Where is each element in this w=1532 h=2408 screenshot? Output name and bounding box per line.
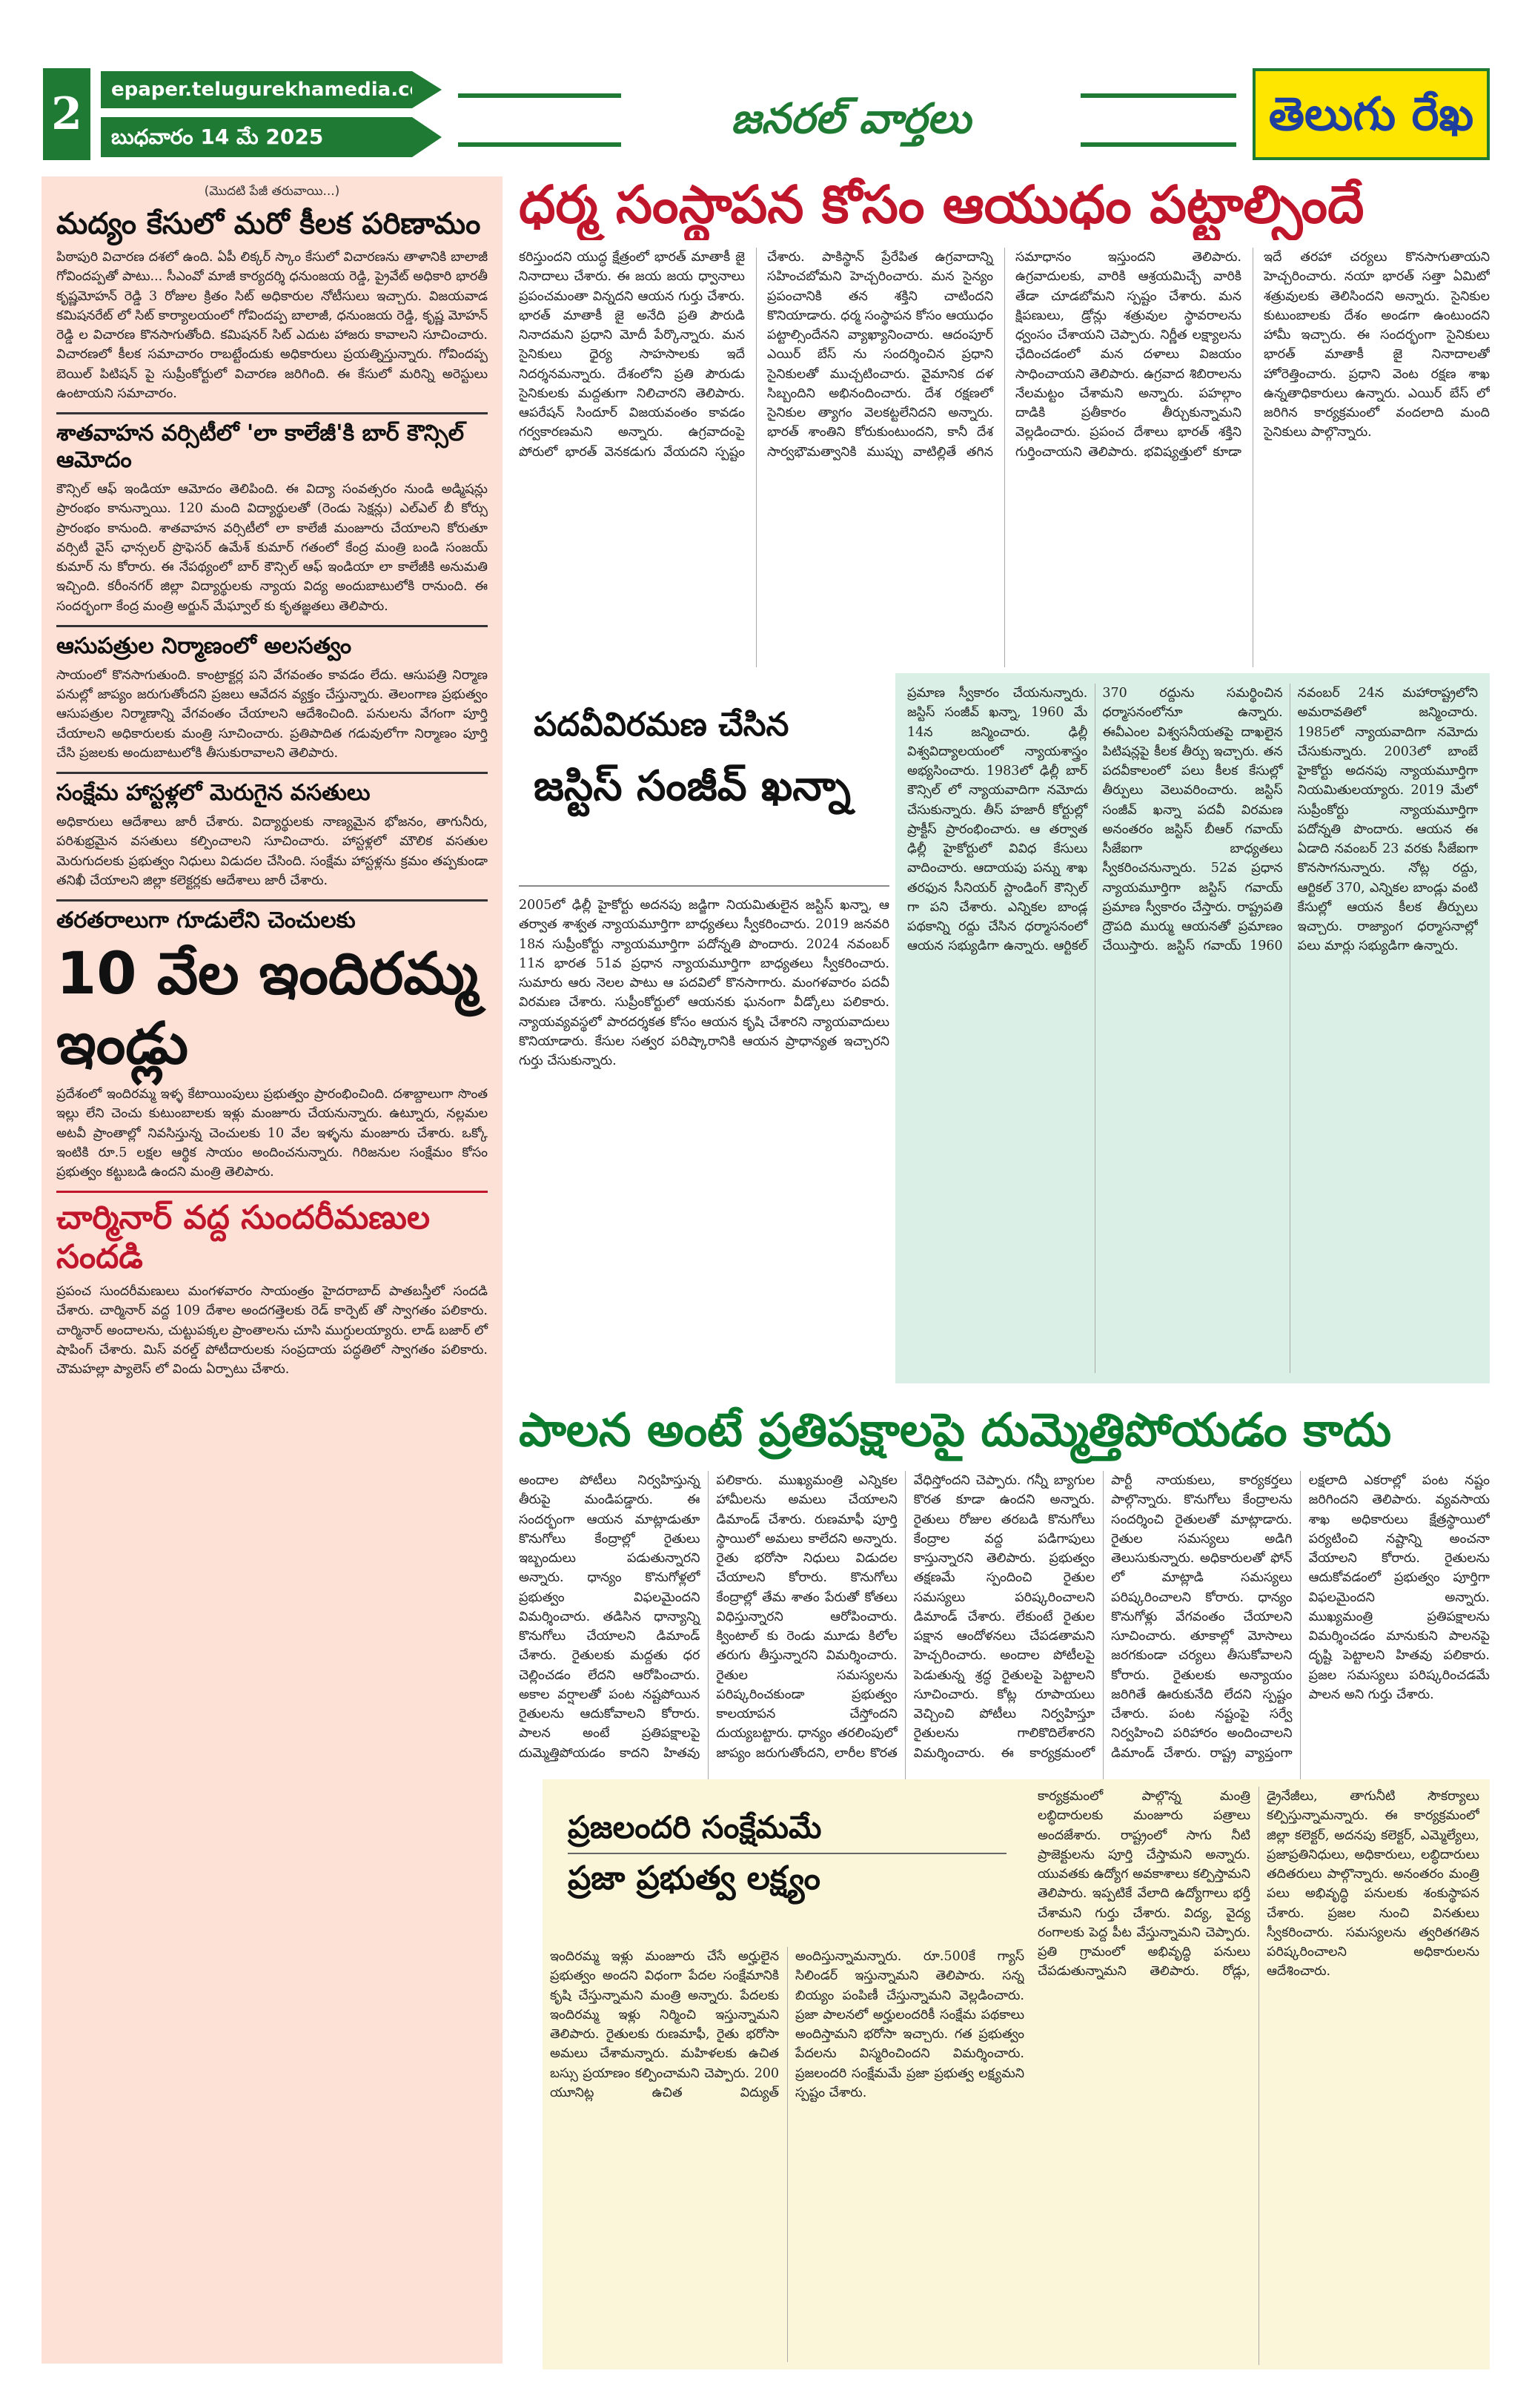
khanna-heading-block [519,694,889,887]
headline-hostels: సంక్షేమ హాస్టళ్లలో మెరుగైన వసతులు [56,772,488,807]
headline-liquor-case: మద్యం కేసులో మరో కీలక పరిణామం [56,207,481,241]
site-url[interactable]: epaper.telugurekhamedia.com [101,71,412,108]
body-welfare-left-text: ఇందిరమ్మ ఇళ్లు మంజూరు చేసే అర్హులైన ప్రభుత్వం అందని విధంగా పేదల సంక్షేమానికి కృషి చేస్తున్నామని మంత్రి అన్నారు. పేదలకు ఇందిరమ్మ ఇళ్లు నిర్మించి ఇస్తున్నామని తెలిపారు. రైతులకు రుణమాఫీ, రైతు భరోసా అమలు చేశామన్నారు. మహిళలకు ఉచిత బస్సు ప్రయాణం కల్పించామని చెప్పారు. 200 యూనిట్ల ఉచిత విద్యుత్ అందిస్తున్నామన్నారు. రూ.500కే గ్యాస్ సిలిండర్ ఇస్తున్నామని తెలిపారు. సన్న బియ్యం పంపిణీ చేస్తున్నామని వెల్లడించారు. ప్రజా పాలనలో అర్హులందరికీ సంక్షేమ పథకాలు అందిస్తామని భరోసా ఇచ్చారు. గత ప్రభుత్వం పేదలను విస్మరించిందని విమర్శించారు. ప్రజలందరి సంక్షేమమే ప్రజా ప్రభుత్వ లక్ష్యమని స్పష్టం చేశారు. [550,1949,1024,2100]
body-liquor-case: పిఠాపురి విచారణ దశలో ఉంది. ఏపీ లిక్కర్ స్కాం కేసులో విచారణను తాళానికి బాలాజీ గోవిందప్పతో పాటు... సీఎంవో మాజీ కార్యదర్శి ధనుంజయ రెడ్డి, ప్రైవేట్ అధికారి భారతీ కృష్ణమోహన్ రెడ్డి 3 రోజుల క్రితం సిట్ అధికారుల నోటీసులు ఇచ్చారు. విజయవాడ కమిషనరేట్ లో సిట్ కార్యాలయంలో గోవిందప్ప బాలాజీ, ధనుంజయ రెడ్డి, కృష్ణ మోహన్ రెడ్డి ల విచారణ కొనసాగుతోంది. కమిషనర్ సిట్ ఎదుట హాజరు కావాలని సూచించారు. విచారణలో కీలక సమాచారం రాబట్టేందుకు అధికారులు ప్రయత్నిస్తున్నారు. గోవిందప్ప బెయిల్ పిటిషన్ పై సుప్రీంకోర్టులో విచారణ జరిగింది. ఈ కేసులో మరిన్ని అరెస్టులు ఉంటాయని సమాచారం. [56,250,488,401]
continuation-note: (మొదటి పేజీ తరువాయి...) [204,184,340,199]
body-khanna-left-text: 2005లో ఢిల్లీ హైకోర్టు అదనపు జడ్జిగా నియమితులైన జస్టిస్ ఖన్నా, ఆ తర్వాత శాశ్వత న్యాయమూర్తిగా బాధ్యతలు స్వీకరించారు. 2019 జనవరి 18న సుప్రీంకోర్టు న్యాయమూర్తిగా పదోన్నతి పొందారు. 2024 నవంబర్ 11న భారత 51వ ప్రధాన న్యాయమూర్తిగా బాధ్యతలు స్వీకరించారు. సుమారు ఆరు నెలల పాటు ఆ పదవిలో కొనసాగారు. మంగళవారం పదవీ విరమణ చేశారు. సుప్రీంకోర్టులో ఆయనకు ఘనంగా వీడ్కోలు పలికారు. న్యాయవ్యవస్థలో పారదర్శకత కోసం ఆయన కృషి చేశారని న్యాయవాదులు కొనియాడారు. కేసుల సత్వర పరిష్కారానికి ఆయన ప్రాధాన్యత ఇచ్చారని గుర్తు చేసుకున్నారు. [519,898,889,1068]
logo-text: తెలుగు రేఖ [1268,87,1474,141]
headline-dharma: ధర్మ సంస్థాపన కోసం ఆయుధం పట్టాల్సిందే [519,174,1364,235]
headline-justice-khanna: జస్టిస్ సంజీవ్ ఖన్నా [534,762,851,810]
headline-retirement: పదవీవిరమణ చేసిన [534,706,789,744]
headline-governance: పాలన అంటే ప్రతిపక్షాలపై దుమ్మెత్తిపోయడం కాదు [519,1403,1392,1457]
headline-hospitals: ఆసుపత్రుల నిర్మాణంలో అలసత్వం [56,625,488,660]
body-khanna-right [907,684,1478,1373]
headline-welfare-2: ప్రజా ప్రభుత్వ లక్ష్యం [568,1853,1007,1899]
headline-indiramma-houses: 10 వేల ఇందిరమ్మ ఇండ్లు [56,941,479,1077]
body-hostels: అధికారులు ఆదేశాలు జారీ చేశారు. విద్యార్థులకు నాణ్యమైన భోజనం, తాగునీరు, పరిశుభ్రమైన వసతులు కల్పించాలని సూచించారు. హాస్టళ్లలో మౌలిక వసతుల మెరుగుదలకు ప్రభుత్వం నిధులు విడుదల చేసింది. సంక్షేమ హాస్టళ్లను క్రమం తప్పకుండా తనిఖీ చేయాలని జిల్లా కలెక్టర్లకు ఆదేశాలు జారీ చేశారు. [56,815,488,888]
body-khanna-right-text: ప్రమాణ స్వీకారం చేయనున్నారు. జస్టిస్ సంజీవ్ ఖన్నా, 1960 మే 14న జన్మించారు. ఢిల్లీ విశ్వవిద్యాలయంలో న్యాయశాస్త్రం అభ్యసించారు. 1983లో ఢిల్లీ బార్ కౌన్సిల్ లో న్యాయవాదిగా నమోదు చేసుకున్నారు. తీస్ హజారీ కోర్టుల్లో ప్రాక్టీస్ ప్రారంభించారు. ఆ తర్వాత ఢిల్లీ హైకోర్టులో వివిధ కేసులు వాదించారు. ఆదాయపు పన్ను శాఖ తరఫున సీనియర్ స్టాండింగ్ కౌన్సిల్ గా పని చేశారు. ఎన్నికల బాండ్ల పథకాన్ని రద్దు చేసిన ధర్మాసనంలో ఆయన సభ్యుడిగా ఉన్నారు. ఆర్టికల్ 370 రద్దును సమర్థించిన ధర్మాసనంలోనూ ఉన్నారు. ఈవీఎంల విశ్వసనీయతపై దాఖలైన పిటిషన్లపై కీలక తీర్పు ఇచ్చారు. తన పదవీకాలంలో పలు కీలక కేసుల్లో తీర్పులు వెలువరించారు. జస్టిస్ సంజీవ్ ఖన్నా పదవీ విరమణ అనంతరం జస్టిస్ బీఆర్ గవాయ్ సీజేఐగా బాధ్యతలు స్వీకరించనున్నారు. 52వ ప్రధాన న్యాయమూర్తిగా జస్టిస్ గవాయ్ ప్రమాణ స్వీకారం చేస్తారు. రాష్ట్రపతి ద్రౌపది ముర్ము ఆయనతో ప్రమాణం చేయిస్తారు. జస్టిస్ గవాయ్ 1960 నవంబర్ 24న మహారాష్ట్రలోని అమరావతిలో జన్మించారు. 1985లో న్యాయవాదిగా నమోదు చేసుకున్నారు. 2003లో బాంబే హైకోర్టు అదనపు న్యాయమూర్తిగా నియమితులయ్యారు. 2019 మేలో సుప్రీంకోర్టు న్యాయమూర్తిగా పదోన్నతి పొందారు. ఆయన ఈ ఏడాది నవంబర్ 23 వరకు సీజేఐగా కొనసాగనున్నారు. నోట్ల రద్దు, ఆర్టికల్ 370, ఎన్నికల బాండ్లు వంటి కేసుల్లో ఆయన కీలక తీర్పులు ఇచ్చారు. రాజ్యాంగ ధర్మాసనాల్లో పలు మార్లు సభ్యుడిగా ఉన్నారు. [907,686,1478,954]
subheadline-chenchu: తరతరాలుగా గూడులేని చెంచులకు [56,899,488,934]
section-bar [458,93,1236,147]
body-indiramma-houses: ప్రదేశంలో ఇందిరమ్మ ఇళ్ళ కేటాయింపులు ప్రభుత్వం ప్రారంభించింది. దశాబ్దాలుగా సొంత ఇల్లు లేని చెంచు కుటుంబాలకు ఇళ్లు మంజూరు చేయనున్నారు. ఉట్నూరు, నల్లమల అటవీ ప్రాంతాల్లో నివసిస్తున్న చెంచులకు 10 వేల ఇళ్ళను మంజూరు చేశారు. ఒక్కో ఇంటికి రూ.5 లక్షల ఆర్థిక సాయం అందించనున్నారు. గిరిజనుల సంక్షేమం కోసం ప్రభుత్వం కట్టుబడి ఉందని మంత్రి తెలిపారు. [56,1087,488,1180]
welfare-heading-block [550,1794,1024,1938]
body-charminar: ప్రపంచ సుందరీమణులు మంగళవారం సాయంత్రం హైదరాబాద్ పాతబస్తీలో సందడి చేశారు. చార్మినార్ వద్ద 109 దేశాల అందగత్తెలకు రెడ్ కార్పెట్ తో స్వాగతం పలికారు. చార్మినార్ అందాలను, చుట్టుపక్కల ప్రాంతాలను చూసి ముగ్ధులయ్యారు. లాడ్ బజార్ లో షాపింగ్ చేశారు. మిస్ వరల్డ్ పోటీదారులకు సంప్రదాయ పద్ధతిలో స్వాగతం పలికారు. చౌమహల్లా ప్యాలెస్ లో విందు ఏర్పాటు చేశారు. [56,1284,488,1377]
body-law-college: కౌన్సిల్ ఆఫ్ ఇండియా ఆమోదం తెలిపింది. ఈ విద్యా సంవత్సరం నుండి అడ్మిషన్లు ప్రారంభం కానున్నాయి. 120 మంది విద్యార్థులతో (రెండు సెక్షన్లు) ఎల్ఎల్ బీ కోర్సు ప్రారంభం కానుంది. శాతవాహన వర్సిటీలో లా కాలేజీ మంజూరు చేయాలని కోరుతూ వర్సిటీ వైస్ ఛాన్సలర్ ప్రొఫెసర్ ఉమేశ్ కుమార్ గతంలో కేంద్ర మంత్రి బండి సంజయ్ కుమార్ ను కోరారు. ఈ నేపథ్యంలో బార్ కౌన్సిల్ ఆఫ్ ఇండియా లా కాలేజీకి అనుమతి ఇచ్చింది. కరీంనగర్ జిల్లా విద్యార్థులకు న్యాయ విద్య అందుబాటులోకి రానుంది. ఈ సందర్భంగా కేంద్ర మంత్రి అర్జున్ మేఘ్వాల్ కు కృతజ్ఞతలు తెలిపారు. [56,482,488,614]
masthead [43,68,1490,160]
body-welfare-left [550,1947,1024,2362]
body-hospitals: సాయంలో కొనసాగుతుంది. కాంట్రాక్టర్ల పని వేగవంతం కావడం లేదు. ఆసుపత్రి నిర్మాణ పనుల్లో జాప్యం జరుగుతోందని ప్రజలు ఆవేదన వ్యక్తం చేస్తున్నారు. తెలంగాణ ప్రభుత్వం ఆసుపత్రుల నిర్మాణాన్ని వేగవంతం చేయాలని ఆదేశించింది. పనులను వేగంగా పూర్తి చేయాలని అధికారులకు మంత్రి సూచించారు. ప్రతిపాదిత గడువులోగా నిర్మాణం పూర్తి చేసి ప్రజలకు అందుబాటులోకి తీసుకురావాలని తెలిపారు. [56,667,488,761]
edition-date: బుధవారం 14 మే 2025 [101,117,412,157]
body-welfare-right-text: కార్యక్రమంలో పాల్గొన్న మంత్రి లబ్ధిదారులకు మంజూరు పత్రాలు అందజేశారు. రాష్ట్రంలో సాగు నీటి ప్రాజెక్టులను పూర్తి చేస్తామని అన్నారు. యువతకు ఉద్యోగ అవకాశాలు కల్పిస్తామని తెలిపారు. ఇప్పటికే వేలాది ఉద్యోగాలు భర్తీ చేశామని గుర్తు చేశారు. విద్య, వైద్య రంగాలకు పెద్ద పీట వేస్తున్నామని చెప్పారు. ప్రతి గ్రామంలో అభివృద్ధి పనులు చేపడుతున్నామని తెలిపారు. రోడ్లు, డ్రైనేజీలు, తాగునీటి సౌకర్యాలు కల్పిస్తున్నామన్నారు. ఈ కార్యక్రమంలో జిల్లా కలెక్టర్, అదనపు కలెక్టర్, ఎమ్మెల్యేలు, ప్రజాప్రతినిధులు, అధికారులు, లబ్ధిదారులు తదితరులు పాల్గొన్నారు. అనంతరం మంత్రి పలు అభివృద్ధి పనులకు శంకుస్థాపన చేశారు. ప్రజల నుంచి వినతులు స్వీకరించారు. సమస్యలను త్వరితగతిన పరిష్కరించాలని అధికారులను ఆదేశించారు. [1038,1789,1479,1979]
section-title: జనరల్ వార్తలు [621,86,1081,151]
body-governance-text: అందాల పోటీలు నిర్వహిస్తున్న తీరుపై మండిపడ్డారు. ఈ సందర్భంగా ఆయన మాట్లాడుతూ కొనుగోలు కేంద్రాల్లో రైతులు ఇబ్బందులు పడుతున్నారని అన్నారు. ధాన్యం కొనుగోళ్లలో ప్రభుత్వం విఫలమైందని విమర్శించారు. తడిసిన ధాన్యాన్ని కొనుగోలు చేయాలని డిమాండ్ చేశారు. రైతులకు మద్దతు ధర చెల్లించడం లేదని ఆరోపించారు. అకాల వర్షాలతో పంట నష్టపోయిన రైతులను ఆదుకోవాలని కోరారు. పాలన అంటే ప్రతిపక్షాలపై దుమ్మెత్తిపోయడం కాదని హితవు పలికారు. ముఖ్యమంత్రి ఎన్నికల హామీలను అమలు చేయాలని డిమాండ్ చేశారు. రుణమాఫీ పూర్తి స్థాయిలో అమలు కాలేదని అన్నారు. రైతు భరోసా నిధులు విడుదల చేయాలని కోరారు. కొనుగోలు కేంద్రాల్లో తేమ శాతం పేరుతో కోతలు విధిస్తున్నారని ఆరోపించారు. క్వింటాల్ కు రెండు మూడు కిలోల తరుగు తీస్తున్నారని విమర్శించారు. రైతుల సమస్యలను పరిష్కరించకుండా ప్రభుత్వం కాలయాపన చేస్తోందని దుయ్యబట్టారు. ధాన్యం తరలింపులో జాప్యం జరుగుతోందని, లారీల కొరత వేధిస్తోందని చెప్పారు. గన్నీ బ్యాగుల కొరత కూడా ఉందని అన్నారు. రైతులు రోజుల తరబడి కొనుగోలు కేంద్రాల వద్ద పడిగాపులు కాస్తున్నారని తెలిపారు. ప్రభుత్వం తక్షణమే స్పందించి రైతుల సమస్యలు పరిష్కరించాలని డిమాండ్ చేశారు. లేకుంటే రైతుల పక్షాన ఆందోళనలు చేపడతామని హెచ్చరించారు. అందాల పోటీలపై పెడుతున్న శ్రద్ధ రైతులపై పెట్టాలని సూచించారు. కోట్ల రూపాయలు వెచ్చించి పోటీలు నిర్వహిస్తూ రైతులను గాలికొదిలేశారని విమర్శించారు. ఈ కార్యక్రమంలో పార్టీ నాయకులు, కార్యకర్తలు పాల్గొన్నారు. కొనుగోలు కేంద్రాలను సందర్శించి రైతులతో మాట్లాడారు. రైతుల సమస్యలు అడిగి తెలుసుకున్నారు. అధికారులతో ఫోన్ లో మాట్లాడి సమస్యలు పరిష్కరించాలని కోరారు. ధాన్యం కొనుగోళ్లు వేగవంతం చేయాలని సూచించారు. తూకాల్లో మోసాలు జరగకుండా చర్యలు తీసుకోవాలని కోరారు. రైతులకు అన్యాయం జరిగితే ఊరుకునేది లేదని స్పష్టం చేశారు. పంట నష్టంపై సర్వే నిర్వహించి పరిహారం అందించాలని డిమాండ్ చేశారు. రాష్ట్ర వ్యాప్తంగా లక్షలాది ఎకరాల్లో పంట నష్టం జరిగిందని తెలిపారు. వ్యవసాయ శాఖ అధికారులు క్షేత్రస్థాయిలో పర్యటించి నష్టాన్ని అంచనా వేయాలని కోరారు. రైతులను ఆదుకోవడంలో ప్రభుత్వం పూర్తిగా విఫలమైందని అన్నారు. ముఖ్యమంత్రి ప్రతిపక్షాలను విమర్శించడం మానుకుని పాలనపై దృష్టి పెట్టాలని హితవు పలికారు. ప్రజల సమస్యలు పరిష్కరించడమే పాలన అని గుర్తు చేశారు. [519,1473,1490,1761]
headline-welfare-1: ప్రజలందరి సంక్షేమమే [568,1809,822,1845]
body-dharma [519,248,1490,667]
page-number: 2 [43,68,90,160]
headline-charminar: చార్మినార్ వద్ద సుందరీమణుల సందడి [56,1191,488,1277]
body-khanna-left [519,896,889,1382]
body-dharma-text: కరిస్తుందని యుద్ధ క్షేత్రంలో భారత్ మాతాకీ జై నినాదాలు చేశారు. ఈ జయ జయ ధ్వానాలు ప్రపంచమంతా విన్నదని ఆయన గుర్తు చేశారు. భారత్ మాతాకీ జై అనేది ప్రతి పౌరుడి నినాదమని ప్రధాని మోదీ పేర్కొన్నారు. మన సైనికులు ధైర్య సాహసాలకు ఇదే నిదర్శనమన్నారు. దేశంలోని ప్రతి పౌరుడు సైనికులకు మద్దతుగా నిలిచారని తెలిపారు. ఆపరేషన్ సిందూర్ విజయవంతం కావడం గర్వకారణమని అన్నారు. ఉగ్రవాదంపై పోరులో భారత్ వెనకడుగు వేయదని స్పష్టం చేశారు. పాకిస్థాన్ ప్రేరేపిత ఉగ్రవాదాన్ని సహించబోమని హెచ్చరించారు. మన సైన్యం ప్రపంచానికి తన శక్తిని చాటిందని కొనియాడారు. ధర్మ సంస్థాపన కోసం ఆయుధం పట్టాల్సిందేనని వ్యాఖ్యానించారు. ఆదంపూర్ ఎయిర్ బేస్ ను సందర్శించిన ప్రధాని సైనికులతో ముచ్చటించారు. వైమానిక దళ సిబ్బందిని అభినందించారు. దేశ రక్షణలో సైనికుల త్యాగం వెలకట్టలేనిదని అన్నారు. భారత్ శాంతిని కోరుకుంటుందని, కానీ దేశ సార్వభౌమత్వానికి ముప్పు వాటిల్లితే తగిన సమాధానం ఇస్తుందని తెలిపారు. ఉగ్రవాదులకు, వారికి ఆశ్రయమిచ్చే వారికి తేడా చూడబోమని స్పష్టం చేశారు. మన క్షిపణులు, డ్రోన్లు శత్రువుల స్థావరాలను ధ్వంసం చేశాయని చెప్పారు. నిర్ణీత లక్ష్యాలను ఛేదించడంలో మన దళాలు విజయం సాధించాయని తెలిపారు. ఉగ్రవాద శిబిరాలను నేలమట్టం చేశామని అన్నారు. పహల్గాం దాడికి ప్రతీకారం తీర్చుకున్నామని వెల్లడించారు. ప్రపంచ దేశాలు భారత్ శక్తిని గుర్తించాయని తెలిపారు. భవిష్యత్తులో కూడా ఇదే తరహా చర్యలు కొనసాగుతాయని హెచ్చరించారు. నయా భారత్ సత్తా ఏమిటో శత్రువులకు తెలిసిందని అన్నారు. సైనికుల కుటుంబాలకు దేశం అండగా ఉంటుందని హామీ ఇచ్చారు. ఈ సందర్భంగా సైనికులు భారత్ మాతాకీ జై నినాదాలతో హోరెత్తించారు. ప్రధాని వెంట రక్షణ శాఖ ఉన్నతాధికారులు ఉన్నారు. ఎయిర్ బేస్ లో జరిగిన కార్యక్రమంలో వందలాది మంది సైనికులు పాల్గొన్నారు. [519,250,1490,460]
left-column [42,176,503,2364]
newspaper-logo [1253,68,1490,160]
body-welfare-right [1038,1787,1479,2365]
headline-law-college: శాతవాహన వర్సిటీలో 'లా కాలేజీ'కి బార్ కౌన్సిల్ ఆమోదం [56,412,488,474]
